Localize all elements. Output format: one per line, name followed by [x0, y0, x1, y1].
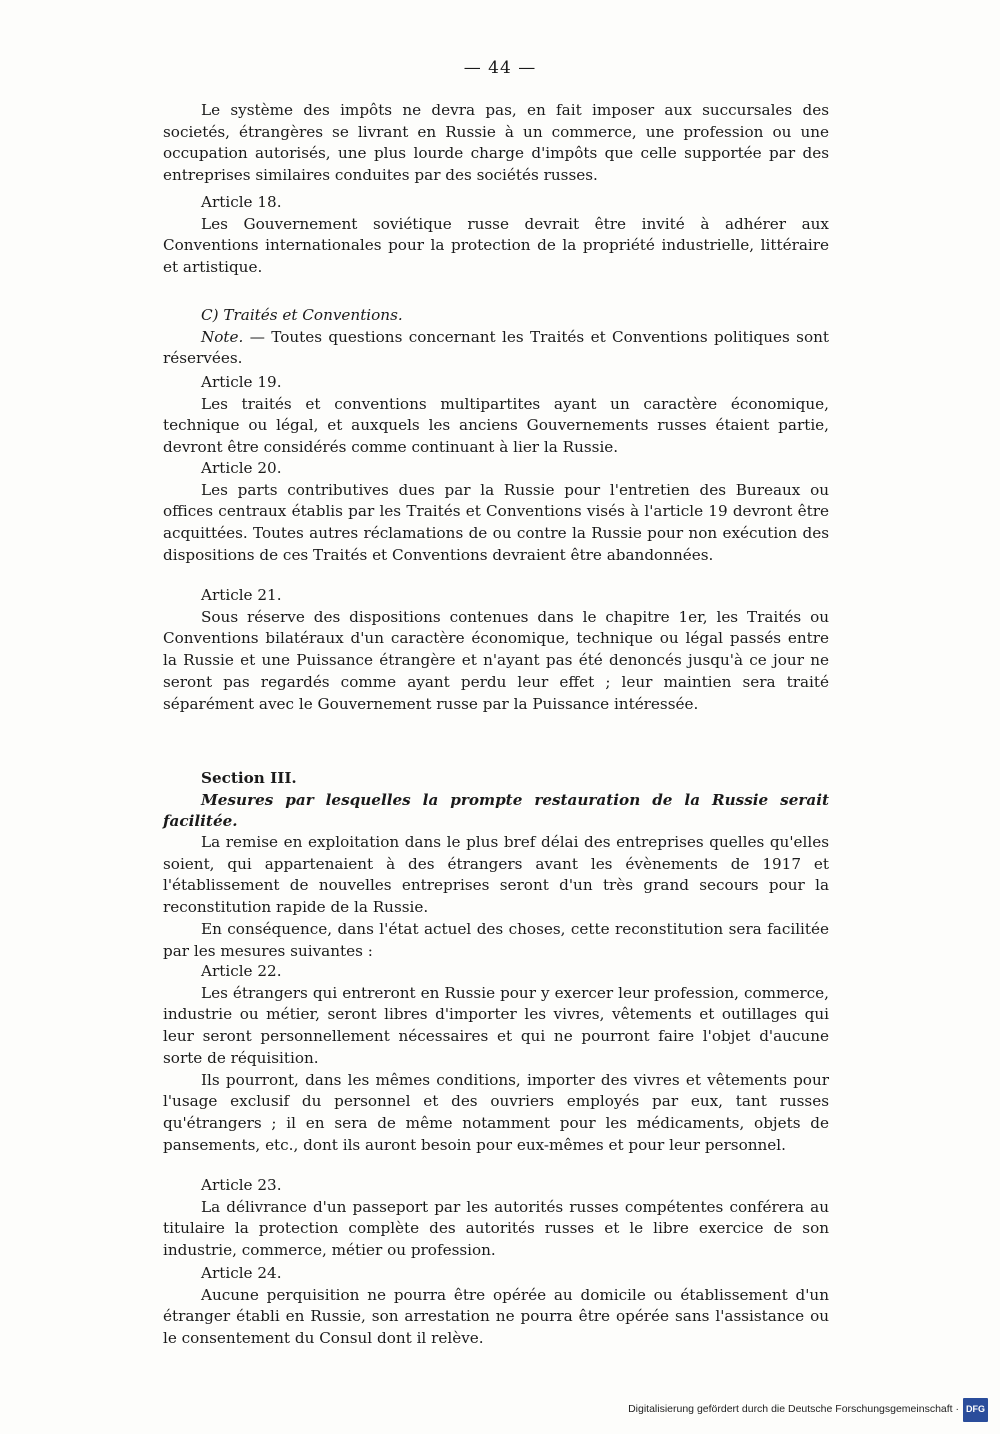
section-c-note	[163, 327, 829, 370]
dfg-logo-icon: DFG	[963, 1398, 988, 1422]
section-3-para-2: En conséquence, dans l'état actuel des choses, cette reconstitution sera facilitée par les mesures suivantes :	[163, 919, 829, 960]
note-text: — Toutes questions concernant les Traités et Conventions politiques sont réservées.	[163, 327, 829, 368]
article-20-heading: Article 20.	[201, 459, 282, 477]
article-22	[163, 961, 829, 1156]
section-3-intro	[163, 832, 829, 962]
article-19	[163, 372, 829, 459]
article-22-text-1: Les étrangers qui entreront en Russie pour y exercer leur profession, commerce, industrie ou métier, seront libres d'importer les vivres, vêtements et outillages qui leur seront personnellement nécessaires et qui ne pourront faire l'objet d'aucune sorte de réquisition.	[163, 983, 829, 1067]
article-20-text: Les parts contributives dues par la Russie pour l'entretien des Bureaux ou offices centraux établis par les Traités et Conventions visés à l'article 19 devront être acquittées. Toutes autres réclamations de ou contre la Russie pour non exécution des dispositions de ces Traités et Conventions devraient être abandonnées.	[163, 480, 829, 564]
intro-block	[163, 100, 829, 187]
article-22-text-2: Ils pourront, dans les mêmes conditions, importer des vivres et vêtements pour l'usage exclusif du personnel et des ouvriers employés par eux, tant russes qu'étrangers ; il en sera de même notamment pour les médicaments, objets de pansements, etc., dont ils auront besoin pour eux-mêmes et pour leur personnel.	[163, 1070, 829, 1154]
article-20	[163, 458, 829, 567]
article-19-text: Les traités et conventions multipartites ayant un caractère économique, technique ou légal, et auxquels les anciens Gouvernements russes étaient partie, devront être considérés comme continuant à lier la Russie.	[163, 394, 829, 457]
digitization-credit	[628, 1398, 988, 1422]
article-23	[163, 1175, 829, 1262]
article-22-heading: Article 22.	[201, 962, 282, 980]
section-3-para-1: La remise en exploitation dans le plus bref délai des entreprises quelles qu'elles soient, qui appartenaient à des étrangers avant les évènements de 1917 et l'établissement de nouvelles entreprises seront d'un très grand secours pour la reconstitution rapide de la Russie.	[163, 833, 829, 917]
article-21-text: Sous réserve des dispositions contenues dans le chapitre 1er, les Traités ou Conventions bilatéraux d'un caractère économique, technique ou légal passés entre la Russie et une Puissance étrangère et n'ayant pas été denoncés jusqu'à ce jour ne seront pas regardés comme ayant perdu leur effet ; leur maintien sera traité séparément avec le Gouvernement russe par la Puissance intéressée.	[163, 607, 829, 713]
section-3-title: Section III.	[201, 769, 297, 787]
section-c-title: C) Traités et Conventions.	[201, 306, 403, 324]
article-24-text: Aucune perquisition ne pourra être opérée au domicile ou établissement d'un étranger établi en Russie, son arrestation ne pourra être opérée sans l'assistance ou le consentement du Consul dont il relève.	[163, 1285, 829, 1348]
article-19-heading: Article 19.	[201, 373, 282, 391]
intro-paragraph: Le système des impôts ne devra pas, en fait imposer aux succursales des societés, étrangères se livrant en Russie à un commerce, une profession ou une occupation autorisés, une plus lourde charge d'impôts que celle supportée par des entreprises similaires conduites par des sociétés russes.	[163, 101, 829, 185]
article-23-heading: Article 23.	[201, 1176, 282, 1194]
note-label: Note.	[201, 327, 244, 346]
article-18-text: Les Gouvernement soviétique russe devrait être invité à adhérer aux Conventions internationales pour la protection de la propriété industrielle, littéraire et artistique.	[163, 214, 829, 277]
article-21-heading: Article 21.	[201, 586, 282, 604]
section-3-header	[163, 768, 829, 833]
article-18-heading: Article 18.	[201, 193, 282, 211]
article-24	[163, 1263, 829, 1350]
article-23-text: La délivrance d'un passeport par les autorités russes compétentes conférera au titulaire la protection complète des autorités russes et le libre exercice de son industrie, commerce, métier ou profession.	[163, 1197, 829, 1260]
section-3-subtitle: Mesures par lesquelles la prompte restauration de la Russie serait facilitée.	[163, 790, 829, 831]
page-number: — 44 —	[463, 58, 537, 78]
article-21	[163, 585, 829, 715]
article-18	[163, 192, 829, 279]
footer-text: Digitalisierung gefördert durch die Deutsche Forschungsgemeinschaft ·	[628, 1403, 959, 1416]
section-c	[163, 305, 829, 370]
article-24-heading: Article 24.	[201, 1264, 282, 1282]
